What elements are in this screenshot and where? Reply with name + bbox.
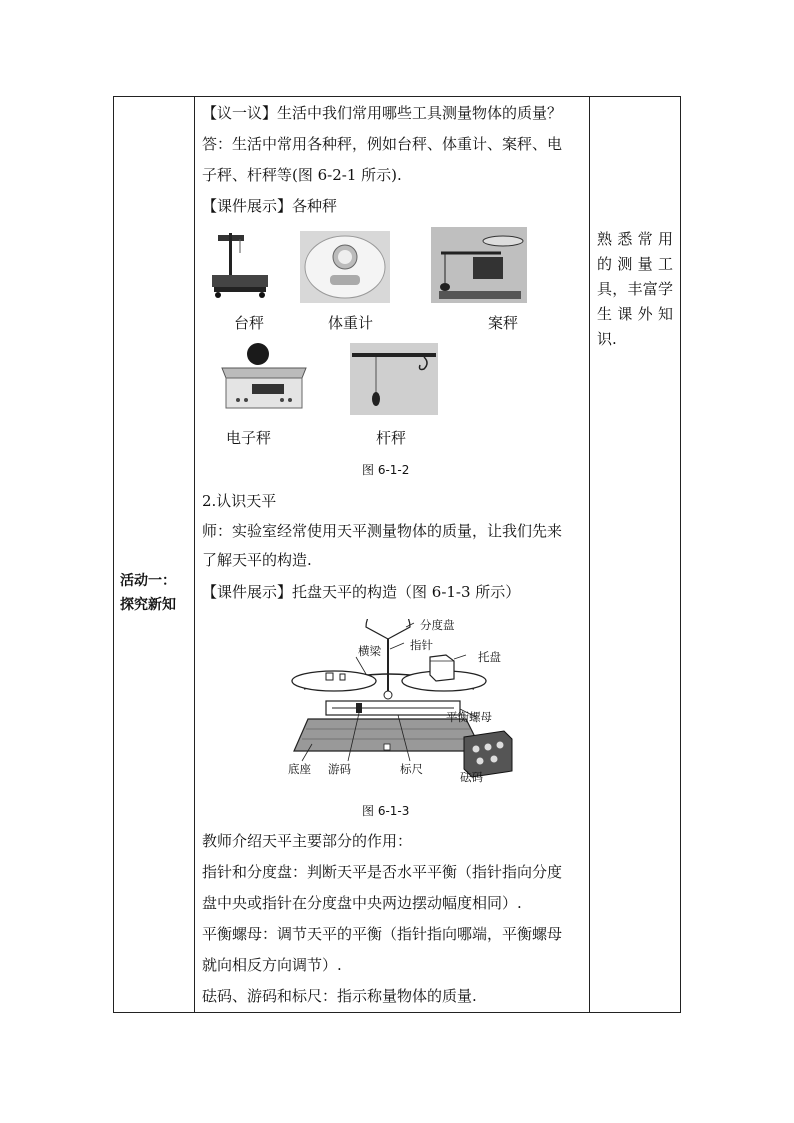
teacher-line-2: 了解天平的构造.	[202, 551, 312, 569]
platform-scale-caption: 台秤	[234, 314, 265, 332]
section-heading: 2.认识天平	[202, 492, 277, 510]
electronic-scale-image	[216, 342, 312, 416]
activity-label-line2: 探究新知	[120, 597, 176, 613]
pointer-dial-line-2: 盘中央或指针在分度盘中央两边摆动幅度相同）.	[202, 894, 522, 912]
activity-label-line1: 活动一：	[120, 573, 176, 589]
activity-cell	[114, 97, 194, 1012]
figure-caption-1: 图 6-1-2	[362, 463, 410, 477]
label-base: 底座	[288, 762, 311, 776]
label-beam: 横梁	[358, 644, 381, 658]
balance-nut-line-1: 平衡螺母：调节天平的平衡（指针指向哪端，平衡螺母	[202, 925, 563, 943]
note-line: 熟悉常用	[597, 230, 673, 248]
label-scale: 标尺	[400, 762, 423, 776]
weights-line: 砝码、游码和标尺：指示称量物体的质量.	[202, 987, 477, 1005]
answer-line-1: 答：生活中常用各种秤，例如台秤、体重计、案秤、电	[202, 135, 563, 153]
counter-scale-image	[431, 227, 527, 303]
label-pan: 托盘	[478, 650, 501, 664]
note-line: 的测量工	[597, 255, 673, 273]
note-line: 识.	[597, 330, 617, 348]
label-pointer: 指针	[410, 638, 433, 652]
design-note	[597, 227, 673, 352]
note-line: 具，丰富学	[597, 280, 673, 298]
column-divider-1	[194, 97, 195, 1012]
label-balance-nut: 平衡螺母	[446, 710, 492, 724]
label-weights: 砝码	[460, 770, 483, 784]
show-scales-line: 【课件展示】各种秤	[202, 197, 338, 215]
balance-diagram	[286, 619, 516, 784]
label-dial: 分度盘	[420, 618, 455, 632]
platform-scale-image	[204, 231, 274, 303]
steelyard-caption: 杆秤	[376, 429, 407, 447]
answer-line-2: 子秤、杆秤等(图 6-2-1 所示).	[202, 166, 402, 184]
teacher-line-1: 师：实验室经常使用天平测量物体的质量，让我们先来	[202, 522, 563, 540]
note-line: 生课外知	[597, 305, 673, 323]
label-rider: 游码	[328, 762, 351, 776]
lesson-table	[113, 96, 681, 1013]
bathroom-scale-image	[300, 231, 390, 303]
electronic-scale-caption: 电子秤	[226, 429, 272, 447]
activity-label	[120, 569, 192, 617]
counter-scale-caption: 案秤	[488, 314, 519, 332]
discuss-line: 【议一议】生活中我们常用哪些工具测量物体的质量？	[202, 104, 563, 122]
bathroom-scale-caption: 体重计	[328, 314, 374, 332]
show-balance-line: 【课件展示】托盘天平的构造（图 6-1-3 所示）	[202, 583, 521, 601]
intro-line: 教师介绍天平主要部分的作用：	[202, 832, 413, 850]
content-cell	[196, 97, 590, 1012]
figure-caption-2: 图 6-1-3	[362, 804, 410, 818]
balance-nut-line-2: 就向相反方向调节）.	[202, 956, 342, 974]
steelyard-image	[350, 343, 438, 415]
pointer-dial-line-1: 指针和分度盘：判断天平是否水平平衡（指针指向分度	[202, 863, 563, 881]
